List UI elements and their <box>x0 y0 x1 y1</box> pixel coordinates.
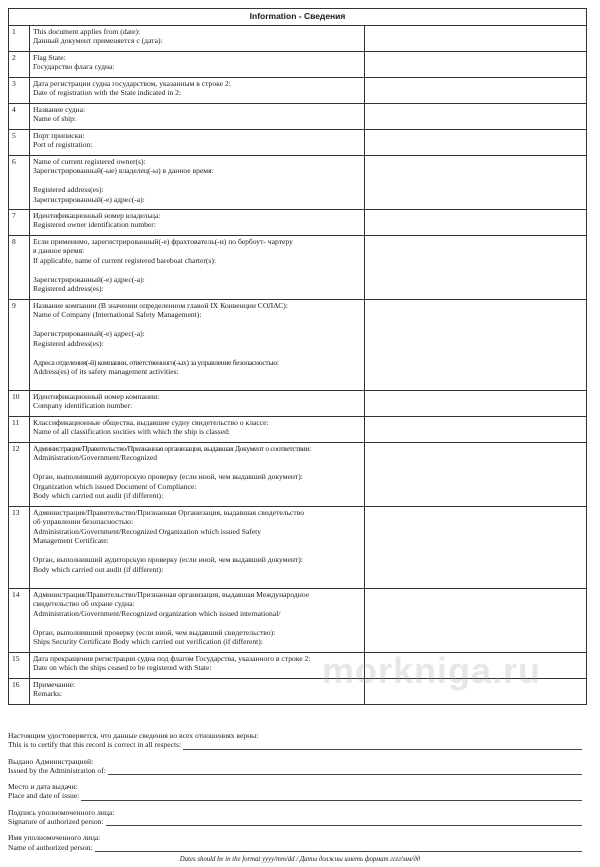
row-number: 11 <box>9 416 30 442</box>
issued-line[interactable] <box>108 766 582 775</box>
table-row <box>9 299 587 390</box>
row-label-line <box>33 320 361 330</box>
issued-en: Issued by the Administration of: <box>8 765 106 775</box>
table-row <box>9 588 587 652</box>
table-row <box>9 209 587 235</box>
row-label-line <box>33 463 361 473</box>
row-label-line: об управлении безопасностью: <box>33 517 134 526</box>
row-label-line: Name of Company (International Safety Management): <box>33 310 202 319</box>
table-row <box>9 416 587 442</box>
certify-block <box>8 731 582 750</box>
row-label-line: Ships Security Certificate Body which carried out verification (if different): <box>33 637 263 646</box>
row-label-line: Орган, выполнивший аудиторскую проверку (если иной, чем выдавший документ): <box>33 555 303 564</box>
table-row <box>9 103 587 129</box>
row-label-line: Company identification number: <box>33 401 133 410</box>
row-label-line: Орган, выполнивший аудиторскую проверку (если иной, чем выдавший документ): <box>33 472 303 481</box>
table-header: Information - Сведения <box>9 9 587 26</box>
row-label-line: Администрация/Правительство/Признанная Организация, выдавшая свидетельство <box>33 507 305 517</box>
certification-footer <box>8 731 582 859</box>
signature-line[interactable] <box>106 817 582 826</box>
row-label-line: Administration/Government/Recognized <box>33 453 158 462</box>
row-label-line: Данный документ применяется с (дата): <box>33 36 163 45</box>
row-number: 9 <box>9 299 30 390</box>
row-label-line: Примечание: <box>33 679 76 689</box>
row-label <box>30 129 365 155</box>
row-label-line: Название компании (В значении определенном главой IX Конвенции СОЛАС): <box>33 300 288 310</box>
row-number: 10 <box>9 390 30 416</box>
row-label-line: Name of all classification socities with which the ship is classed: <box>33 427 230 436</box>
row-number: 8 <box>9 235 30 299</box>
row-label <box>30 506 365 588</box>
row-label-line: Date on which the ships ceased to be registered with State: <box>33 663 212 672</box>
row-number: 14 <box>9 588 30 652</box>
row-label-line: Зарегистрированный(-ые) владелец(-ы) в данное время: <box>33 166 214 175</box>
name-block <box>8 833 582 852</box>
row-value-field[interactable] <box>365 588 587 652</box>
row-label <box>30 390 365 416</box>
row-label-line: This document applies from (date): <box>33 26 141 36</box>
row-label-line: Body which carried out audit (if different): <box>33 564 164 574</box>
row-number: 7 <box>9 209 30 235</box>
row-label-line: Орган, выполнивший проверку (если иной, чем выдавший свидетельство): <box>33 627 276 637</box>
row-label-line: Классификационные общества, выдавшие судну свидетельство о классе: <box>33 417 269 427</box>
row-value-field[interactable] <box>365 299 587 390</box>
row-label-line <box>33 618 361 628</box>
row-label-line: Государство флага судна: <box>33 62 115 71</box>
row-value-field[interactable] <box>365 390 587 416</box>
row-label <box>30 209 365 235</box>
row-label-line: Name of ship: <box>33 114 77 123</box>
table-row <box>9 25 587 51</box>
row-value-field[interactable] <box>365 416 587 442</box>
row-label <box>30 51 365 77</box>
table-row <box>9 442 587 506</box>
row-label-line: Administration/Government/Recognized organization which issued international/ <box>33 608 281 618</box>
certify-ru: Настоящим удостоверяется, что данные сведения во всех отношениях верны: <box>8 731 259 740</box>
row-label <box>30 299 365 390</box>
date-format-note: Dates should be in the format yyyy/mm/dd / Даты должны иметь формат гггг/мм/дд <box>179 856 421 863</box>
row-label-line: Management Certificate: <box>33 536 109 545</box>
table-row <box>9 77 587 103</box>
row-label-line: Зарегистрированный(-е) адрес(-а): <box>33 194 145 204</box>
table-row <box>9 390 587 416</box>
row-label-line: Зарегистрированный(-е) адрес(-а): <box>33 329 145 338</box>
issued-block <box>8 757 582 776</box>
row-value-field[interactable] <box>365 51 587 77</box>
table-row <box>9 51 587 77</box>
row-label-line: Registered owner identification number: <box>33 220 156 229</box>
row-label-line: Дата прекращения регистрации судна под флагом Государства, указанного в строке 2: <box>33 653 311 663</box>
place-line[interactable] <box>81 792 582 801</box>
row-label-line: Registered address(es): <box>33 185 104 194</box>
row-label-line <box>33 265 361 275</box>
row-label-line: Идентификационный номер владельца: <box>33 210 161 220</box>
row-label-line: Body which carried out audit (if different): <box>33 491 164 500</box>
place-ru: Место и дата выдачи: <box>8 782 78 792</box>
row-label-line: Если применимо, зарегистрированный(-е) фрахтователь(-и) по бербоут- чартеру <box>33 236 293 246</box>
row-label <box>30 77 365 103</box>
name-en: Name of authorized person: <box>8 842 93 852</box>
row-label <box>30 652 365 678</box>
row-number: 1 <box>9 25 30 51</box>
row-number: 16 <box>9 678 30 704</box>
table-body <box>9 25 587 704</box>
signature-block <box>8 808 582 827</box>
row-label-line <box>33 348 361 358</box>
place-en: Place and date of issue: <box>8 791 80 801</box>
row-value-field[interactable] <box>365 209 587 235</box>
row-number: 2 <box>9 51 30 77</box>
table-row <box>9 506 587 588</box>
row-label-line: Идентификационный номер компании: <box>33 391 160 401</box>
row-label-line: Administration/Government/Recognized Organization which issued Safety <box>33 526 262 536</box>
certify-en: This is to certify that this record is correct in all respects: <box>8 740 182 750</box>
row-label <box>30 416 365 442</box>
row-label-line: Registered address(es): <box>33 284 104 293</box>
information-table <box>8 8 587 705</box>
name-ru: Имя уполномоченного лица: <box>8 833 101 843</box>
row-number: 3 <box>9 77 30 103</box>
row-label-line: Дата регистрации судна государством, указанным в строке 2: <box>33 78 231 88</box>
row-label <box>30 678 365 704</box>
table-row <box>9 155 587 209</box>
row-label <box>30 25 365 51</box>
row-value-field[interactable] <box>365 129 587 155</box>
row-number: 6 <box>9 155 30 209</box>
row-label <box>30 235 365 299</box>
row-label-line: свидетельство об охране судна: <box>33 599 135 608</box>
signature-en: Signature of authorized person: <box>8 817 104 827</box>
row-label-line: Organization which issued Document of Compliance: <box>33 481 197 491</box>
row-value-field[interactable] <box>365 155 587 209</box>
row-number: 15 <box>9 652 30 678</box>
signature-ru: Подпись уполномоченного лица: <box>8 807 115 817</box>
row-value-field[interactable] <box>365 103 587 129</box>
row-label-line: Адреса отделения(-й) компании, ответственного(-ых) за управление безопасностью: <box>33 357 279 367</box>
row-value-field[interactable] <box>365 506 587 588</box>
row-label-line: Address(es) of its safety management activities: <box>33 367 179 376</box>
row-label-line: Администрация/Правительство/Признанная организация, выдавшая Международное <box>33 589 310 599</box>
row-label-line: Порт приписки: <box>33 130 85 140</box>
row-number: 4 <box>9 103 30 129</box>
row-label-line: Зарегистрированный(-е) адрес(-а): <box>33 274 145 284</box>
row-label-line: Flag State: <box>33 52 66 62</box>
row-label-line: Name of current registered owner(s): <box>33 156 146 166</box>
row-number: 5 <box>9 129 30 155</box>
certify-line[interactable] <box>183 741 582 750</box>
row-label-line: Date of registration with the State indicated in 2: <box>33 88 182 97</box>
place-block <box>8 782 582 801</box>
row-label-line <box>33 176 361 186</box>
row-label-line: Название судна: <box>33 104 86 114</box>
row-value-field[interactable] <box>365 77 587 103</box>
row-number: 13 <box>9 506 30 588</box>
row-label <box>30 155 365 209</box>
issued-ru: Выдано Администрацией: <box>8 756 94 766</box>
row-number: 12 <box>9 442 30 506</box>
table-row <box>9 129 587 155</box>
row-label <box>30 103 365 129</box>
row-label <box>30 442 365 506</box>
row-value-field[interactable] <box>365 25 587 51</box>
row-label-line: If applicable, name of current registered bareboat charter(s): <box>33 255 216 265</box>
row-label-line: Администрация/Правительство/Признанная организация, выдавшая Документ о соответствии: <box>33 443 311 453</box>
watermark: morkniga.ru <box>322 650 542 691</box>
row-label-line: Remarks: <box>33 689 63 698</box>
name-line[interactable] <box>95 843 582 852</box>
row-label-line: в данное время: <box>33 246 85 255</box>
row-value-field[interactable] <box>365 442 587 506</box>
row-value-field[interactable] <box>365 235 587 299</box>
table-row <box>9 235 587 299</box>
row-label-line <box>33 546 361 556</box>
row-label-line: Registered address(es): <box>33 338 104 348</box>
row-label-line: Port of registration: <box>33 140 93 149</box>
row-label <box>30 588 365 652</box>
